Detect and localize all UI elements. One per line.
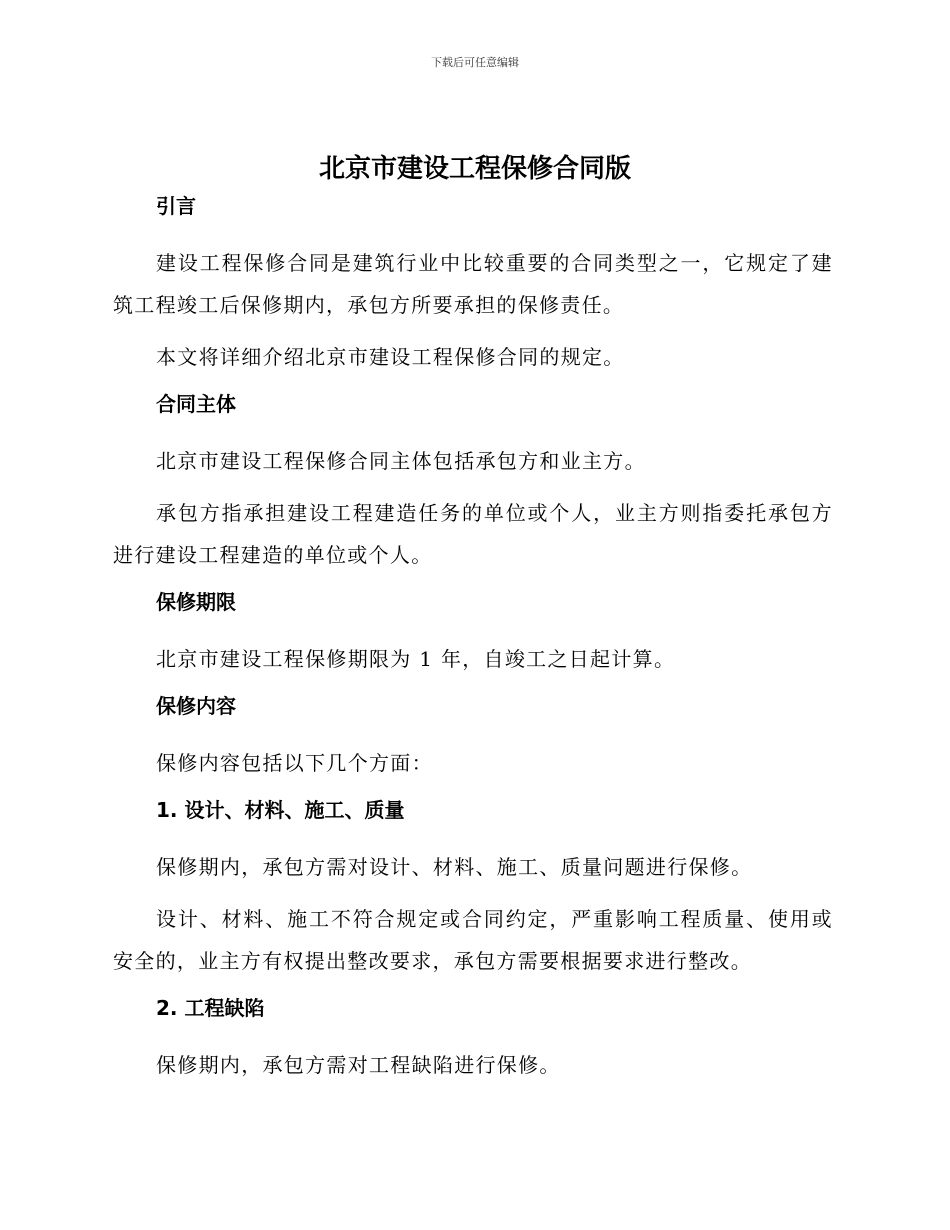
paragraph: 北京市建设工程保修合同主体包括承包方和业主方。 (156, 449, 646, 473)
paragraph: 保修期内，承包方需对设计、材料、施工、质量问题进行保修。 (156, 855, 753, 879)
section-heading-parties: 合同主体 (156, 392, 236, 416)
paragraph: 本文将详细介绍北京市建设工程保修合同的规定。 (156, 345, 625, 369)
document-title: 北京市建设工程保修合同版 (318, 154, 631, 184)
section-heading-intro: 引言 (156, 194, 196, 218)
paragraph: 保修内容包括以下几个方面： (156, 751, 433, 775)
subsection-heading-defects: 2. 工程缺陷 (156, 996, 265, 1020)
paragraph: 承包方指承担建设工程建造任务的单位或个人，业主方则指委托承包方进行建设工程建造的单位或个人。 (113, 501, 833, 567)
section-heading-warranty-content: 保修内容 (156, 694, 236, 718)
paragraph: 保修期内，承包方需对工程缺陷进行保修。 (156, 1053, 561, 1077)
subsection-heading-design-quality: 1. 设计、材料、施工、质量 (156, 798, 405, 822)
document-body (113, 190, 833, 1096)
paragraph: 建设工程保修合同是建筑行业中比较重要的合同类型之一，它规定了建筑工程竣工后保修期内，承包方所要承担的保修责任。 (113, 251, 833, 317)
header-note: 下载后可任意编辑 (431, 56, 519, 69)
section-heading-warranty-period: 保修期限 (156, 590, 236, 614)
paragraph: 北京市建设工程保修期限为 1 年，自竣工之日起计算。 (156, 647, 676, 671)
paragraph: 设计、材料、施工不符合规定或合同约定，严重影响工程质量、使用或安全的，业主方有权提出整改要求，承包方需要根据要求进行整改。 (113, 907, 833, 973)
